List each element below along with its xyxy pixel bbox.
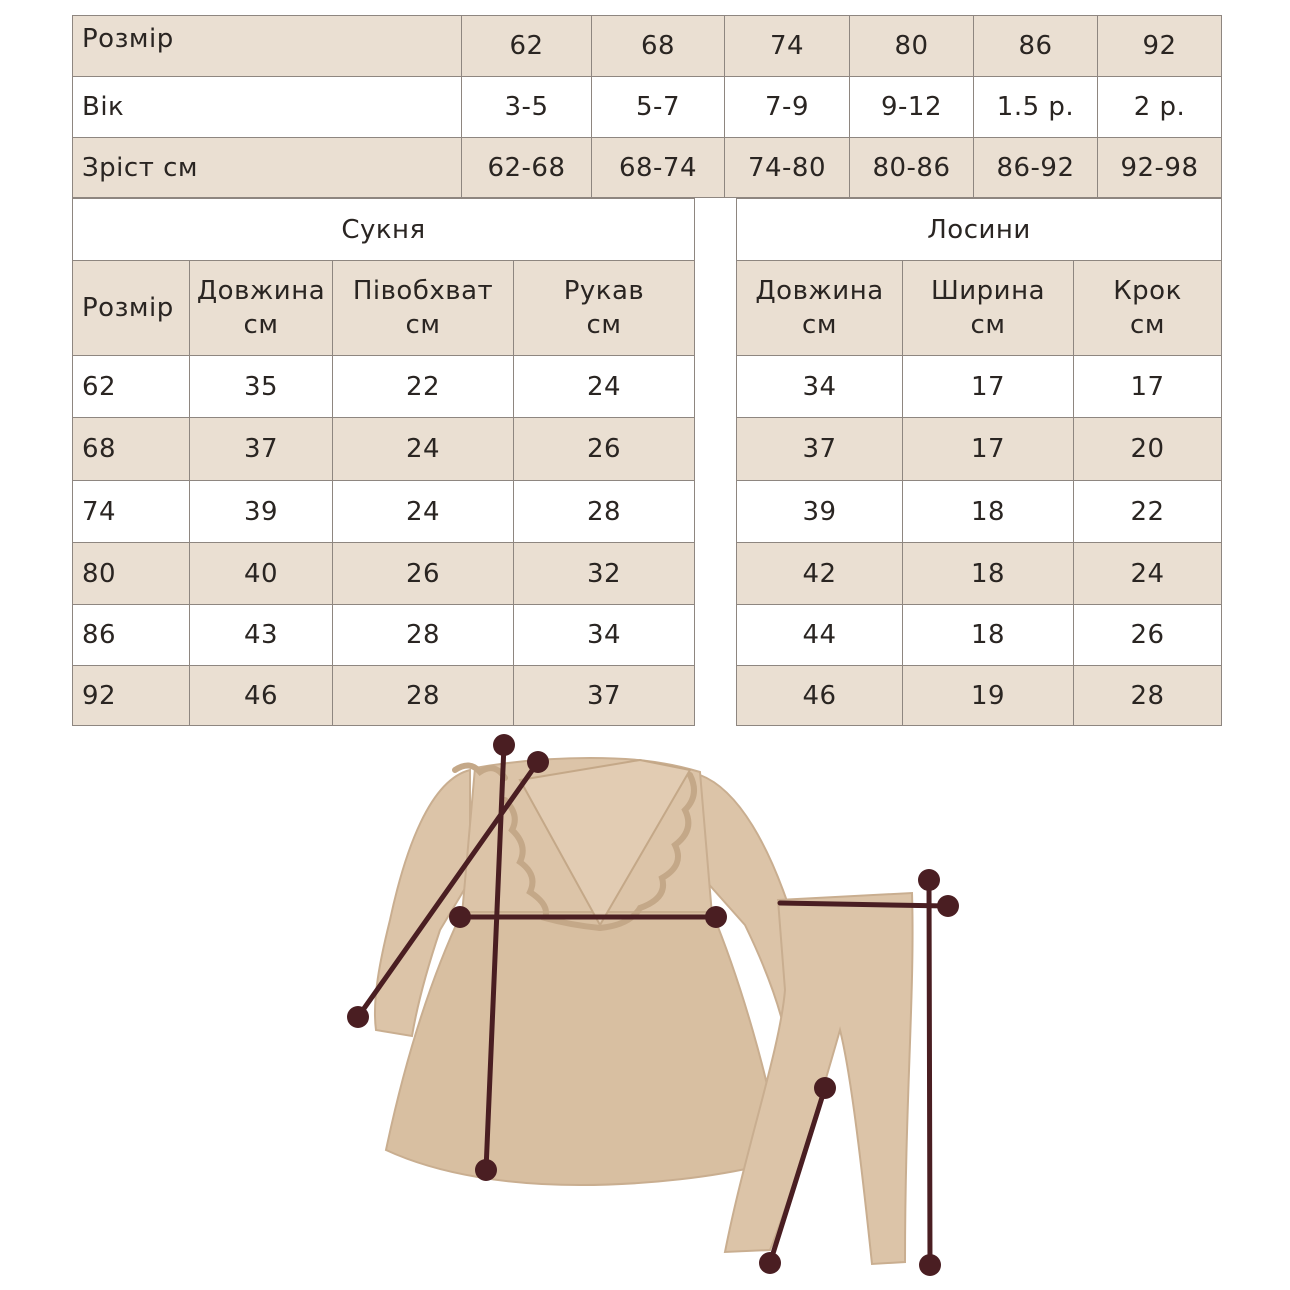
table-row [73, 481, 695, 543]
height-cell: 92-98 [1098, 138, 1222, 198]
age-cell: 5-7 [592, 77, 725, 138]
leggings-length-cell: 46 [737, 666, 903, 726]
dress-title-row [73, 199, 695, 261]
header-text: Розмір [82, 293, 174, 323]
dress-sleeve-cell: 28 [514, 481, 695, 543]
leggings-inseam-cell: 24 [1074, 543, 1222, 605]
table-row [73, 605, 695, 666]
leggings-inseam-cell: 26 [1074, 605, 1222, 666]
age-cell: 9-12 [850, 77, 974, 138]
height-row-label: Зріст см [73, 138, 462, 198]
table-row [737, 543, 1222, 605]
dress-size-cell: 62 [73, 356, 190, 418]
dress-chest-cell: 28 [333, 605, 514, 666]
dress-chest-cell: 26 [333, 543, 514, 605]
header-line1: Ширина [930, 276, 1046, 306]
age-cell: 7-9 [725, 77, 850, 138]
marker-dot [527, 751, 549, 773]
garment-measurement-illustration [300, 730, 980, 1280]
dress-length-cell: 35 [190, 356, 333, 418]
size-cell: 68 [592, 16, 725, 77]
header-line2: см [243, 310, 279, 340]
leggings-length-line [929, 880, 930, 1265]
dress-chest-cell: 28 [333, 666, 514, 726]
leggings-width-cell: 18 [903, 605, 1074, 666]
age-cell: 1.5 р. [974, 77, 1098, 138]
header-line1: Рукав [563, 276, 645, 306]
leggings-width-cell: 19 [903, 666, 1074, 726]
marker-dot [918, 869, 940, 891]
dress-chest-cell: 24 [333, 418, 514, 481]
age-row [73, 77, 1222, 138]
size-cell: 62 [462, 16, 592, 77]
table-row [737, 356, 1222, 418]
size-cell: 86 [974, 16, 1098, 77]
leggings-width-line [780, 903, 948, 906]
leggings-title: Лосини [737, 199, 1222, 261]
age-cell: 2 р. [1098, 77, 1222, 138]
age-cell: 3-5 [462, 77, 592, 138]
header-line2: см [1130, 310, 1165, 340]
leggings-inseam-cell: 17 [1074, 356, 1222, 418]
dress-header-sleeve [514, 261, 695, 356]
marker-dot [705, 906, 727, 928]
size-row [73, 16, 1222, 77]
size-age-height-table [72, 15, 1222, 198]
dress-title: Сукня [73, 199, 695, 261]
leggings-length-cell: 44 [737, 605, 903, 666]
header-line2: см [970, 310, 1006, 340]
marker-dot [919, 1254, 941, 1276]
height-cell: 86-92 [974, 138, 1098, 198]
height-row [73, 138, 1222, 198]
header-line2: см [405, 310, 441, 340]
dress-size-cell: 92 [73, 666, 190, 726]
header-line1: Довжина [196, 276, 326, 306]
leggings-width-cell: 17 [903, 356, 1074, 418]
leggings-inseam-cell: 28 [1074, 666, 1222, 726]
dress-measurements-table [72, 198, 695, 726]
age-row-label: Вік [73, 77, 462, 138]
height-cell: 68-74 [592, 138, 725, 198]
table-row [737, 605, 1222, 666]
marker-dot [449, 906, 471, 928]
table-row [737, 418, 1222, 481]
marker-dot [475, 1159, 497, 1181]
dress-size-cell: 80 [73, 543, 190, 605]
dress-length-cell: 46 [190, 666, 333, 726]
leggings-length-cell: 34 [737, 356, 903, 418]
table-row [73, 543, 695, 605]
leggings-inseam-cell: 20 [1074, 418, 1222, 481]
leggings-header-inseam [1074, 261, 1222, 356]
dress-header-size [73, 261, 190, 356]
table-row [73, 418, 695, 481]
leggings-header-length [737, 261, 903, 356]
dress-sleeve-cell: 34 [514, 605, 695, 666]
dress-length-cell: 40 [190, 543, 333, 605]
header-line1: Крок [1113, 276, 1182, 306]
leggings-inseam-cell: 22 [1074, 481, 1222, 543]
size-cell: 74 [725, 16, 850, 77]
leggings-width-cell: 18 [903, 481, 1074, 543]
dress-illustration [375, 758, 820, 1185]
leggings-length-cell: 39 [737, 481, 903, 543]
table-row [737, 666, 1222, 726]
dress-sleeve-cell: 26 [514, 418, 695, 481]
height-cell: 62-68 [462, 138, 592, 198]
table-row [73, 666, 695, 726]
leggings-title-row [737, 199, 1222, 261]
leggings-header-width [903, 261, 1074, 356]
dress-header-length [190, 261, 333, 356]
dress-chest-cell: 22 [333, 356, 514, 418]
size-row-label: Розмір [73, 16, 462, 77]
dress-sleeve-cell: 37 [514, 666, 695, 726]
header-line2: см [802, 310, 837, 340]
dress-size-cell: 74 [73, 481, 190, 543]
table-row [737, 481, 1222, 543]
dress-size-cell: 86 [73, 605, 190, 666]
dress-chest-cell: 24 [333, 481, 514, 543]
dress-length-cell: 37 [190, 418, 333, 481]
dress-sleeve-cell: 32 [514, 543, 695, 605]
dress-size-cell: 68 [73, 418, 190, 481]
header-line1: Півобхват [352, 276, 494, 306]
leggings-measurements-table [736, 198, 1222, 726]
height-cell: 74-80 [725, 138, 850, 198]
dress-length-cell: 43 [190, 605, 333, 666]
marker-dot [759, 1252, 781, 1274]
leggings-width-cell: 18 [903, 543, 1074, 605]
marker-dot [937, 895, 959, 917]
table-row [73, 356, 695, 418]
size-cell: 92 [1098, 16, 1222, 77]
leggings-length-cell: 42 [737, 543, 903, 605]
dress-sleeve-cell: 24 [514, 356, 695, 418]
dress-header-row [73, 261, 695, 356]
marker-dot [347, 1006, 369, 1028]
leggings-width-cell: 17 [903, 418, 1074, 481]
size-cell: 80 [850, 16, 974, 77]
leggings-header-row [737, 261, 1222, 356]
leggings-length-cell: 37 [737, 418, 903, 481]
marker-dot [814, 1077, 836, 1099]
dress-length-cell: 39 [190, 481, 333, 543]
header-line1: Довжина [755, 276, 884, 306]
header-line2: см [586, 310, 622, 340]
dress-header-half-chest [333, 261, 514, 356]
marker-dot [493, 734, 515, 756]
height-cell: 80-86 [850, 138, 974, 198]
